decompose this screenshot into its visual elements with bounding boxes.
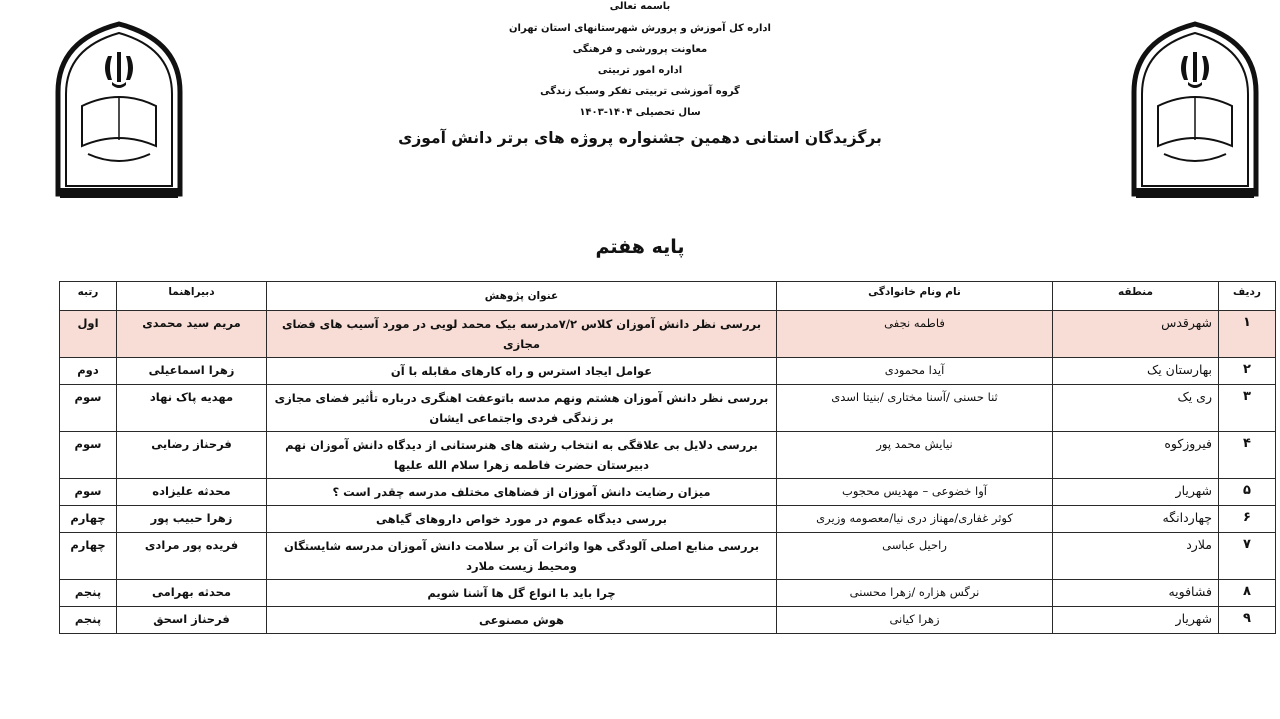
emblem-logo-left-icon: [52, 18, 186, 198]
header-group: گروه آموزشی تربیتی تفکر وسبک زندگی: [540, 86, 740, 97]
cell-row: ۴: [1219, 432, 1276, 479]
table-row: [60, 358, 1276, 385]
cell-row: ۲: [1219, 358, 1276, 385]
cell-advisor: محدثه بهرامی: [117, 580, 267, 607]
cell-region: چهاردانگه: [1053, 506, 1219, 533]
cell-region: بهارستان یک: [1053, 358, 1219, 385]
table-row: [60, 479, 1276, 506]
col-header-advisor: دبیراهنما: [117, 282, 267, 311]
cell-title: میزان رضایت دانش آموزان از فضاهای مختلف مدرسه چقدر است ؟: [267, 479, 777, 506]
cell-advisor: محدثه علیزاده: [117, 479, 267, 506]
table-row: [60, 607, 1276, 634]
cell-name: آیدا محمودی: [777, 358, 1053, 385]
cell-row: ۷: [1219, 533, 1276, 580]
cell-row: ۹: [1219, 607, 1276, 634]
cell-region: ری یک: [1053, 385, 1219, 432]
cell-rank: سوم: [60, 385, 117, 432]
header-bismillah: باسمه تعالی: [609, 1, 671, 12]
cell-name: نیایش محمد پور: [777, 432, 1053, 479]
cell-name: راحیل عباسی: [777, 533, 1053, 580]
cell-name: آوا خضوعی – مهدیس محجوب: [777, 479, 1053, 506]
cell-rank: چهارم: [60, 506, 117, 533]
cell-advisor: مریم سید محمدی: [117, 311, 267, 358]
table-row: [60, 311, 1276, 358]
cell-region: شهرقدس: [1053, 311, 1219, 358]
cell-title: بررسی منابع اصلی آلودگی هوا واثرات آن بر سلامت دانش آموزان مدرسه شایستگان ومحیط زیست ملارد: [267, 533, 777, 580]
cell-region: ملارد: [1053, 533, 1219, 580]
cell-name: نرگس هزاره /زهرا محسنی: [777, 580, 1053, 607]
cell-title: هوش مصنوعی: [267, 607, 777, 634]
cell-advisor: زهرا حبیب پور: [117, 506, 267, 533]
cell-rank: اول: [60, 311, 117, 358]
cell-row: ۳: [1219, 385, 1276, 432]
table-row: [60, 533, 1276, 580]
cell-advisor: فرحناز رضایی: [117, 432, 267, 479]
cell-advisor: فرحناز اسحق: [117, 607, 267, 634]
cell-row: ۵: [1219, 479, 1276, 506]
cell-region: فیروزکوه: [1053, 432, 1219, 479]
table-row: [60, 580, 1276, 607]
cell-title: بررسی دیدگاه عموم در مورد خواص داروهای گیاهی: [267, 506, 777, 533]
cell-region: شهریار: [1053, 479, 1219, 506]
cell-rank: پنجم: [60, 580, 117, 607]
col-header-title: عنوان پژوهش: [267, 282, 777, 311]
cell-row: ۱: [1219, 311, 1276, 358]
cell-rank: چهارم: [60, 533, 117, 580]
emblem-logo-right: [1128, 18, 1262, 198]
col-header-name: نام ونام خانوادگی: [777, 282, 1053, 311]
table-header-row: [60, 282, 1276, 311]
header-year: سال تحصیلی ۱۴۰۴-۱۴۰۳: [579, 107, 701, 118]
cell-row: ۶: [1219, 506, 1276, 533]
table-row: [60, 385, 1276, 432]
header-deputy: معاونت پرورشی و فرهنگی: [572, 44, 708, 55]
cell-title: بررسی نظر دانش آموزان کلاس ۷/۲مدرسه بیک محمد لویی در مورد آسیب های فضای مجازی: [267, 311, 777, 358]
header-org: اداره کل آموزش و پرورش شهرستانهای استان تهران: [509, 23, 771, 34]
header-department: اداره امور تربیتی: [597, 65, 683, 76]
cell-rank: سوم: [60, 432, 117, 479]
col-header-row: ردیف: [1219, 282, 1276, 311]
cell-title: عوامل ایجاد استرس و راه کارهای مقابله با آن: [267, 358, 777, 385]
cell-rank: سوم: [60, 479, 117, 506]
cell-name: فاطمه نجفی: [777, 311, 1053, 358]
cell-advisor: مهدیه پاک نهاد: [117, 385, 267, 432]
emblem-logo-right-icon: [1128, 18, 1262, 198]
cell-title: چرا باید با انواع گل ها آشنا شویم: [267, 580, 777, 607]
cell-rank: دوم: [60, 358, 117, 385]
cell-name: کوثر غفاری/مهناز دری نیا/معصومه وزیری: [777, 506, 1053, 533]
cell-region: فشافویه: [1053, 580, 1219, 607]
col-header-region: منطقه: [1053, 282, 1219, 311]
table-row: [60, 506, 1276, 533]
cell-title: بررسی دلایل بی علاقگی به انتخاب رشته های هنرستانی از دیدگاه دانش آموزان نهم دبیرستان حضرت فاطمه زهرا سلام الله علیها: [267, 432, 777, 479]
cell-advisor: زهرا اسماعیلی: [117, 358, 267, 385]
winners-table: [59, 281, 1276, 634]
table-row: [60, 432, 1276, 479]
cell-name: ثنا حسنی /آسنا مختاری /بنیتا اسدی: [777, 385, 1053, 432]
section-title: پایه هفتم: [595, 236, 685, 258]
cell-row: ۸: [1219, 580, 1276, 607]
page-title: برگزیدگان استانی دهمین جشنواره پروژه های برتر دانش آموزی: [398, 129, 882, 147]
emblem-logo-left: [52, 18, 186, 198]
cell-name: زهرا کیانی: [777, 607, 1053, 634]
cell-rank: پنجم: [60, 607, 117, 634]
col-header-rank: رتبه: [60, 282, 117, 311]
cell-region: شهریار: [1053, 607, 1219, 634]
cell-title: بررسی نظر دانش آموزان هشتم ونهم مدسه باتوعفت اهنگری درباره تأثیر فضای مجازی بر زندگی فردی واجتماعی ایشان: [267, 385, 777, 432]
cell-advisor: فریده پور مرادی: [117, 533, 267, 580]
letterhead: [380, 0, 900, 147]
